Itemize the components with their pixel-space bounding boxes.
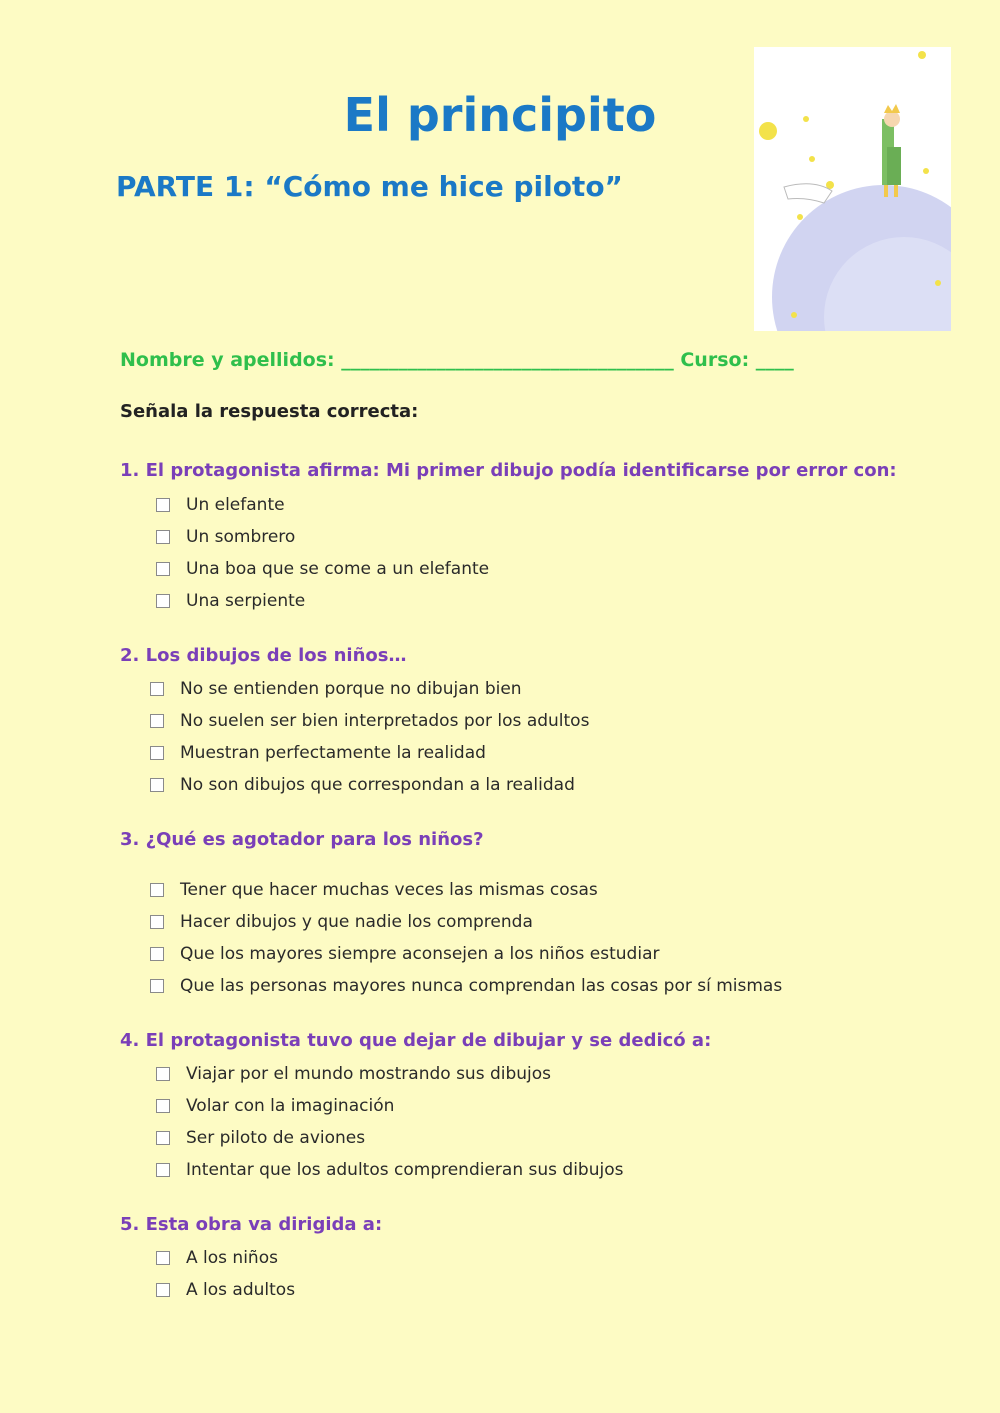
checkbox-icon[interactable] <box>150 682 164 696</box>
checkbox-icon[interactable] <box>156 498 170 512</box>
checkbox-icon[interactable] <box>156 530 170 544</box>
option-label: A los adultos <box>186 1280 296 1300</box>
checkbox-icon[interactable] <box>150 778 164 792</box>
page-title: El principito <box>343 88 657 142</box>
checkbox-icon[interactable] <box>156 594 170 608</box>
option-label: Una boa que se come a un elefante <box>186 559 490 579</box>
page-subtitle: PARTE 1: “Cómo me hice piloto” <box>116 170 623 203</box>
option-label: No suelen ser bien interpretados por los adultos <box>180 711 590 731</box>
option-3-2[interactable] <box>150 912 533 932</box>
question-3: 3. ¿Qué es agotador para los niños? <box>120 829 484 850</box>
option-label: Viajar por el mundo mostrando sus dibujos <box>186 1064 552 1084</box>
option-5-2[interactable] <box>156 1280 295 1300</box>
option-1-4[interactable] <box>156 591 305 611</box>
checkbox-icon[interactable] <box>156 1163 170 1177</box>
question-4: 4. El protagonista tuvo que dejar de dibujar y se dedicó a: <box>120 1030 712 1051</box>
option-2-1[interactable] <box>150 679 522 699</box>
option-4-4[interactable] <box>156 1160 623 1180</box>
option-label: Hacer dibujos y que nadie los comprenda <box>180 912 533 932</box>
checkbox-icon[interactable] <box>150 915 164 929</box>
checkbox-icon[interactable] <box>156 1067 170 1081</box>
option-label: Que las personas mayores nunca comprendan las cosas por sí mismas <box>180 976 783 996</box>
option-3-4[interactable] <box>150 976 782 996</box>
option-4-3[interactable] <box>156 1128 365 1148</box>
checkbox-icon[interactable] <box>150 979 164 993</box>
little-prince-illustration <box>754 47 951 331</box>
option-1-3[interactable] <box>156 559 489 579</box>
option-3-1[interactable] <box>150 880 598 900</box>
name-course-line: Nombre y apellidos: ___________________________________ Curso: ____ <box>120 349 794 371</box>
instruction-text: Señala la respuesta correcta: <box>120 401 419 422</box>
option-2-3[interactable] <box>150 743 486 763</box>
option-1-1[interactable] <box>156 495 285 515</box>
checkbox-icon[interactable] <box>150 947 164 961</box>
option-4-1[interactable] <box>156 1064 551 1084</box>
checkbox-icon[interactable] <box>156 562 170 576</box>
option-1-2[interactable] <box>156 527 295 547</box>
option-label: Volar con la imaginación <box>186 1096 395 1116</box>
checkbox-icon[interactable] <box>156 1251 170 1265</box>
option-4-2[interactable] <box>156 1096 394 1116</box>
option-label: Tener que hacer muchas veces las mismas cosas <box>180 880 598 900</box>
option-label: A los niños <box>186 1248 278 1268</box>
option-2-2[interactable] <box>150 711 589 731</box>
option-label: Intentar que los adultos comprendieran sus dibujos <box>186 1160 624 1180</box>
question-2: 2. Los dibujos de los niños… <box>120 645 407 666</box>
checkbox-icon[interactable] <box>156 1131 170 1145</box>
option-label: Que los mayores siempre aconsejen a los niños estudiar <box>180 944 660 964</box>
checkbox-icon[interactable] <box>150 714 164 728</box>
option-label: Una serpiente <box>186 591 306 611</box>
checkbox-icon[interactable] <box>156 1283 170 1297</box>
option-5-1[interactable] <box>156 1248 278 1268</box>
question-1: 1. El protagonista afirma: Mi primer dibujo podía identificarse por error con: <box>120 460 897 481</box>
checkbox-icon[interactable] <box>150 746 164 760</box>
question-5: 5. Esta obra va dirigida a: <box>120 1214 383 1235</box>
option-label: No se entienden porque no dibujan bien <box>180 679 522 699</box>
option-label: Un elefante <box>186 495 285 515</box>
option-3-3[interactable] <box>150 944 659 964</box>
option-label: No son dibujos que correspondan a la realidad <box>180 775 575 795</box>
option-label: Ser piloto de aviones <box>186 1128 366 1148</box>
option-label: Muestran perfectamente la realidad <box>180 743 486 763</box>
checkbox-icon[interactable] <box>150 883 164 897</box>
option-label: Un sombrero <box>186 527 296 547</box>
checkbox-icon[interactable] <box>156 1099 170 1113</box>
option-2-4[interactable] <box>150 775 575 795</box>
